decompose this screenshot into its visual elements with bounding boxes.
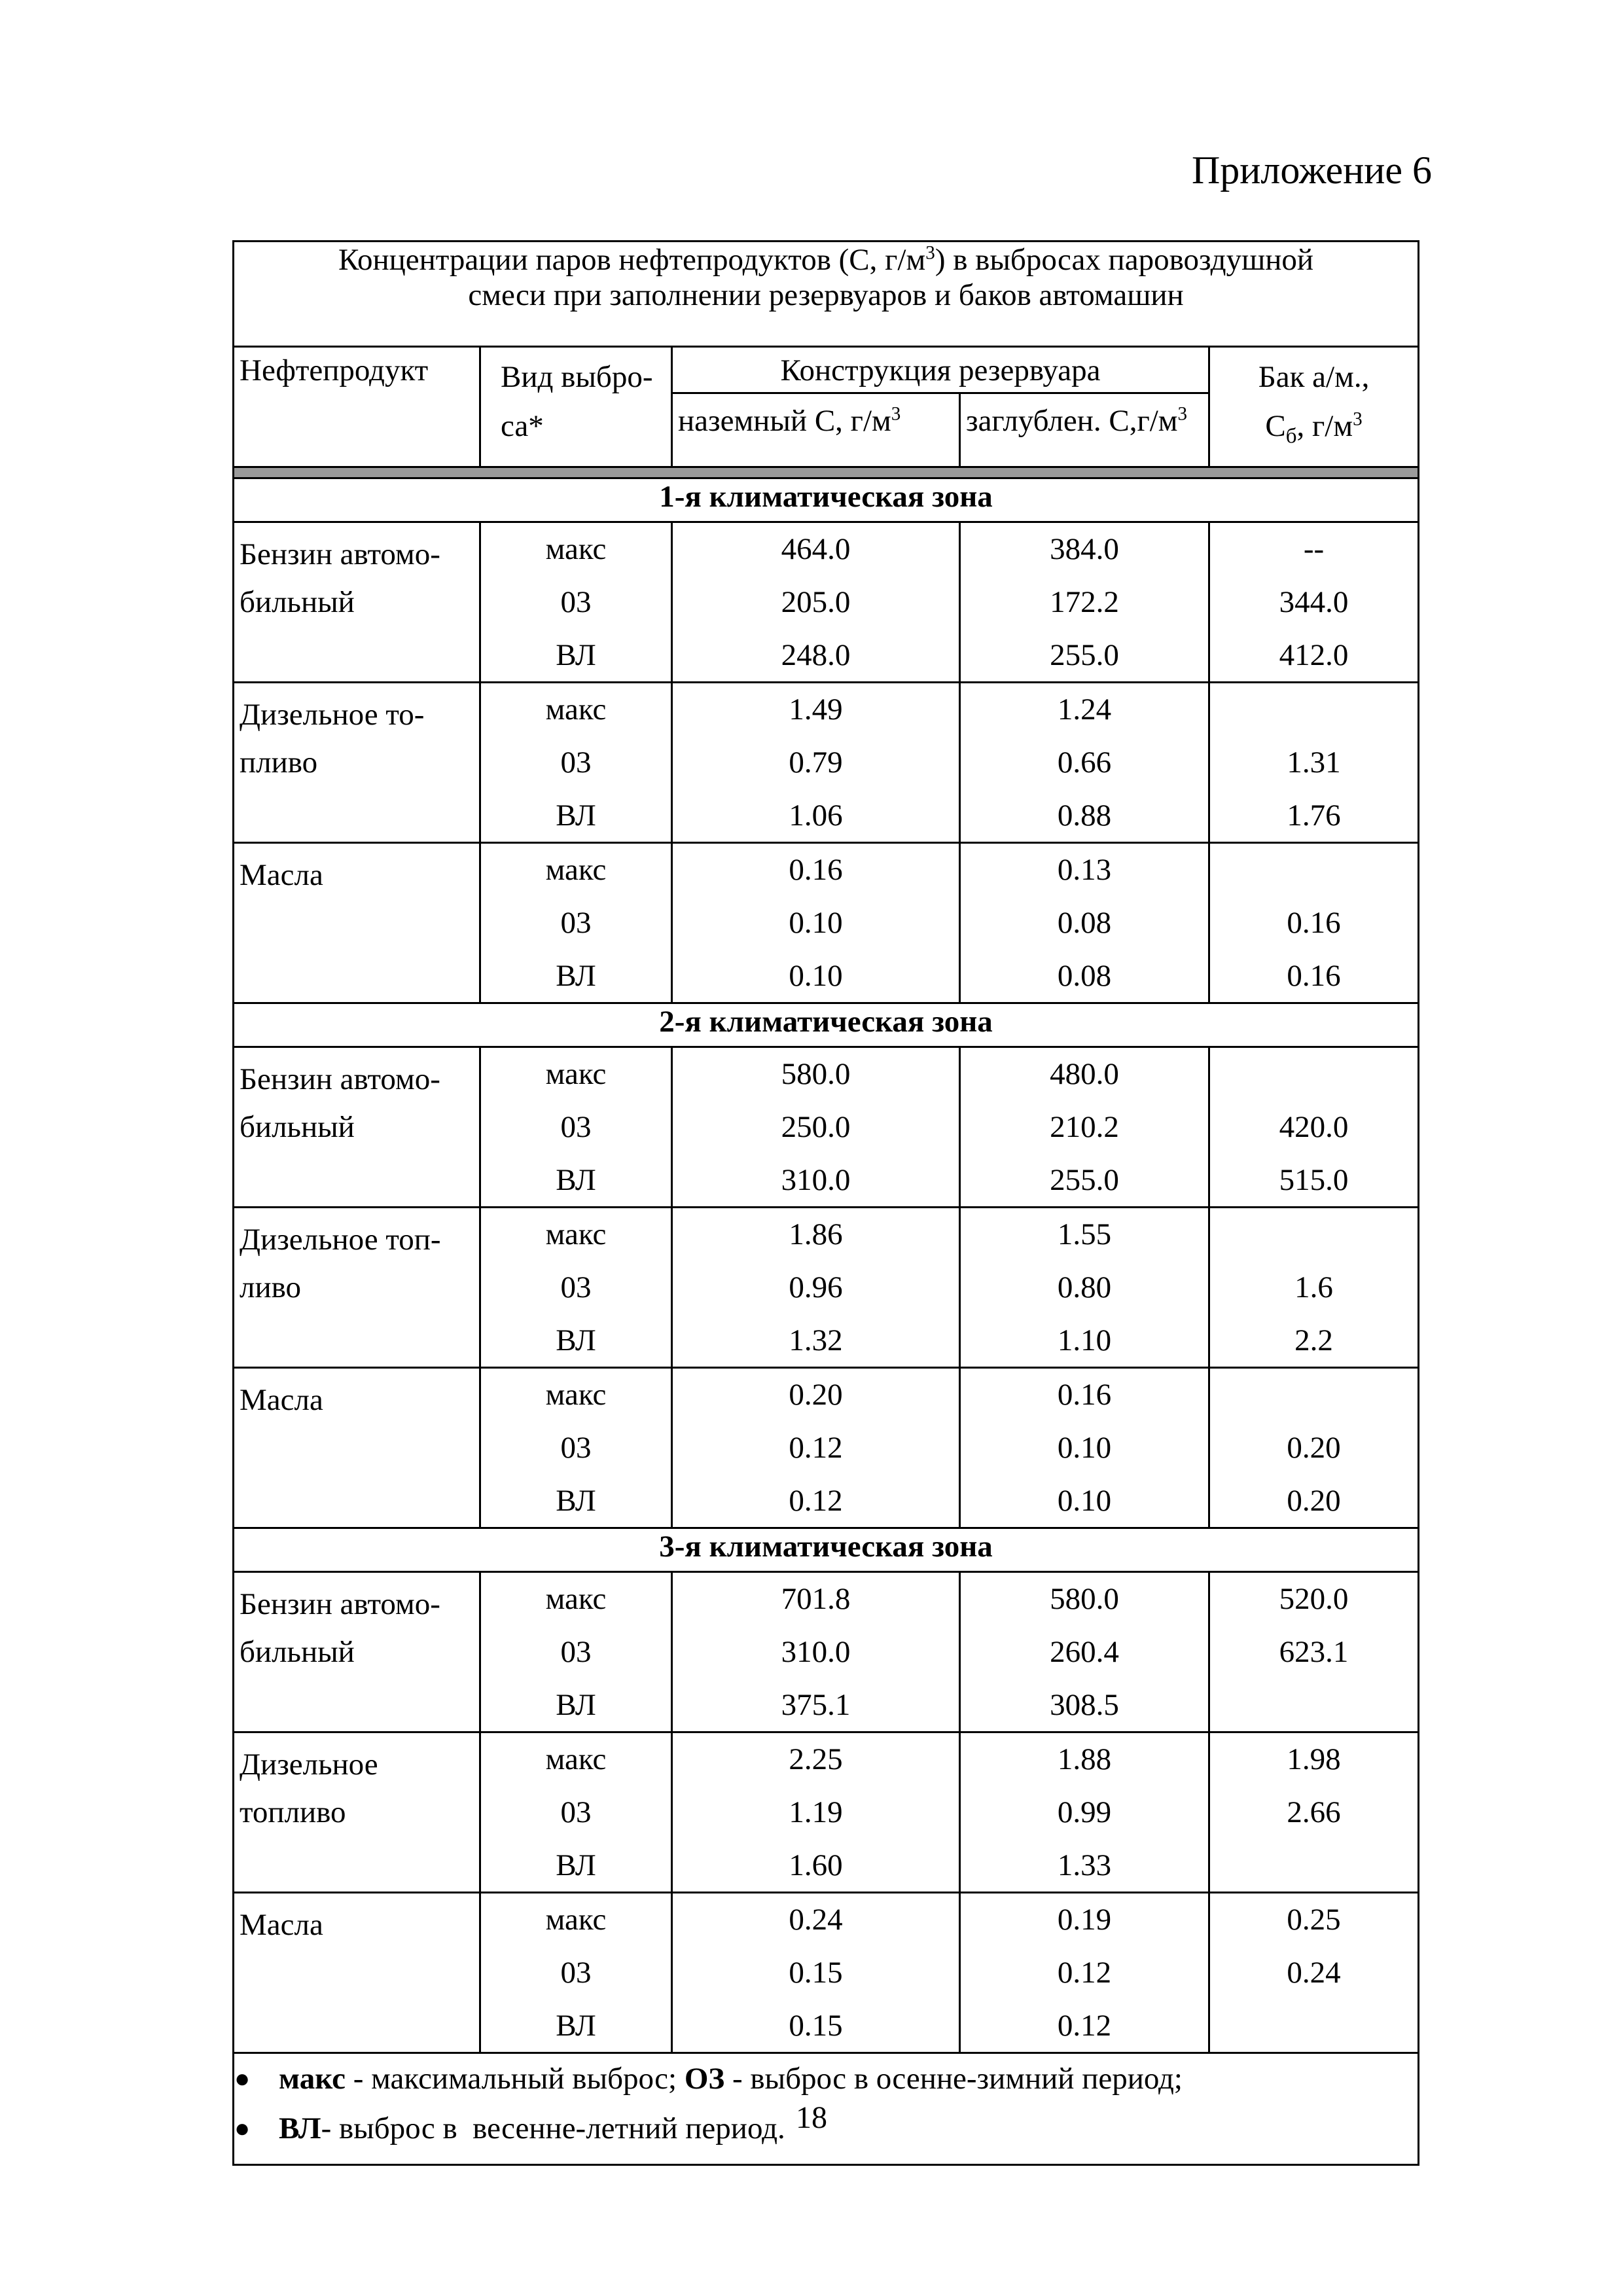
buried-value: 1.55 [1057, 1217, 1112, 1252]
table-row [234, 1208, 1419, 1368]
zone-title: 3-я климатическая зона [234, 1528, 1419, 1572]
buried-value: 0.99 [1057, 1795, 1112, 1829]
header-buried-sup: 3 [1177, 403, 1188, 425]
buried-value: 1.88 [1057, 1742, 1112, 1777]
ground-value: 464.0 [781, 532, 851, 567]
car-tank-sub: б [1285, 424, 1297, 448]
buried-value-cell [960, 522, 1209, 683]
product-name: Дизельное топ-ливо [234, 1208, 480, 1368]
appendix-label: Приложение 6 [1191, 149, 1432, 192]
buried-value: 1.10 [1057, 1323, 1112, 1357]
buried-value: 260.4 [1050, 1634, 1119, 1669]
table-row [234, 1047, 1419, 1208]
tank-value: 1.98 [1287, 1742, 1341, 1777]
ground-value: 0.16 [789, 853, 843, 888]
tank-value [1210, 844, 1418, 897]
tank-value: 420.0 [1279, 1109, 1349, 1144]
ground-value: 205.0 [781, 584, 851, 619]
buried-value: 255.0 [1050, 637, 1119, 672]
buried-value: 0.08 [1057, 958, 1112, 993]
tank-value-cell [1209, 843, 1419, 1003]
emission-type: 03 [560, 1270, 592, 1304]
header-separator [234, 467, 1419, 478]
emission-type-cell [480, 1208, 672, 1368]
buried-value-cell [960, 1893, 1209, 2053]
caption-line1-post: ) в выбросах паровоздушной [935, 243, 1314, 277]
buried-value: 308.5 [1050, 1687, 1119, 1722]
ground-value: 0.24 [789, 1903, 843, 1937]
buried-value: 580.0 [1050, 1582, 1119, 1617]
tank-value-cell [1209, 1208, 1419, 1368]
emission-type: 03 [560, 905, 592, 940]
note1-text2: - выброс в осенне-зимний период; [724, 2061, 1183, 2096]
note1-bold2: ОЗ [684, 2061, 725, 2096]
header-buried-label: заглублен. С,г/м [966, 404, 1178, 438]
buried-value: 0.08 [1057, 905, 1112, 940]
buried-value-cell [960, 1368, 1209, 1528]
emission-type: ВЛ [556, 2008, 596, 2043]
emission-type: макс [545, 1057, 607, 1092]
table-row [234, 1368, 1419, 1528]
tank-value-cell [1209, 1572, 1419, 1732]
ground-value-cell [672, 1572, 960, 1732]
emission-type: ВЛ [556, 1687, 596, 1722]
product-name: Бензин автомо-бильный [234, 522, 480, 683]
tank-value: 623.1 [1279, 1634, 1349, 1669]
emission-type-cell [480, 1732, 672, 1893]
page-number: 18 [796, 2100, 827, 2135]
car-tank-c: С [1265, 409, 1286, 444]
buried-value: 0.12 [1057, 2008, 1112, 2043]
tank-value: 520.0 [1279, 1582, 1349, 1617]
ground-value: 1.86 [789, 1217, 843, 1252]
tank-value [1210, 1678, 1418, 1731]
header-buried [960, 393, 1209, 467]
ground-value: 375.1 [781, 1687, 851, 1722]
ground-value: 0.96 [789, 1270, 843, 1304]
tank-value: 0.16 [1287, 905, 1341, 940]
emission-type: 03 [560, 1795, 592, 1829]
header-ground [672, 393, 960, 467]
caption-line1-pre: Концентрации паров нефтепродуктов (С, г/м [338, 243, 926, 277]
note2-text1: - выброс в весенне-летний период. [321, 2111, 785, 2145]
table-row [234, 522, 1419, 683]
tank-value [1210, 1369, 1418, 1422]
emission-type: 03 [560, 1955, 592, 1990]
tank-value-cell [1209, 522, 1419, 683]
emission-type: 03 [560, 1634, 592, 1669]
buried-value: 255.0 [1050, 1162, 1119, 1197]
emission-type: ВЛ [556, 637, 596, 672]
tank-value: 0.20 [1287, 1430, 1341, 1465]
bullet-icon: ● [234, 2064, 251, 2093]
ground-value: 1.49 [789, 692, 843, 727]
buried-value: 210.2 [1050, 1109, 1119, 1144]
product-name: Бензин автомо-бильный [234, 1047, 480, 1208]
ground-value-cell [672, 1732, 960, 1893]
header-car-tank [1209, 347, 1419, 467]
emissions-table [232, 240, 1419, 2166]
buried-value: 0.13 [1057, 853, 1112, 888]
emission-type: макс [545, 1582, 607, 1617]
tank-value: 0.20 [1287, 1483, 1341, 1518]
tank-value: 2.66 [1287, 1795, 1341, 1829]
buried-value: 1.33 [1057, 1848, 1112, 1882]
header-tank-construction: Конструкция резервуара [672, 347, 1209, 393]
ground-value-cell [672, 1047, 960, 1208]
emission-type: макс [545, 532, 607, 567]
ground-value: 310.0 [781, 1162, 851, 1197]
tank-value: 0.16 [1287, 958, 1341, 993]
caption-line2: смеси при заполнении резервуаров и баков автомашин [468, 278, 1184, 313]
emission-type-cell [480, 1572, 672, 1732]
tank-value [1210, 1048, 1418, 1101]
header-ground-sup: 3 [891, 403, 901, 425]
table-row [234, 1893, 1419, 2053]
buried-value-cell [960, 1208, 1209, 1368]
tank-value: 344.0 [1279, 584, 1349, 619]
buried-value: 0.12 [1057, 1955, 1112, 1990]
zone-title: 2-я климатическая зона [234, 1003, 1419, 1047]
emission-type: ВЛ [556, 1323, 596, 1357]
tank-value [1210, 1999, 1418, 2052]
emission-type: 03 [560, 584, 592, 619]
car-tank-line1: Бак а/м., [1258, 360, 1370, 394]
ground-value-cell [672, 1208, 960, 1368]
buried-value: 480.0 [1050, 1057, 1119, 1092]
emission-type: макс [545, 1378, 607, 1412]
header-product: Нефтепродукт [234, 347, 480, 467]
tank-value: 515.0 [1279, 1162, 1349, 1197]
ground-value-cell [672, 522, 960, 683]
ground-value: 1.19 [789, 1795, 843, 1829]
tank-value-cell [1209, 1732, 1419, 1893]
emission-type: ВЛ [556, 958, 596, 993]
buried-value: 0.19 [1057, 1903, 1112, 1937]
ground-value: 0.20 [789, 1378, 843, 1412]
buried-value-cell [960, 843, 1209, 1003]
buried-value: 0.10 [1057, 1430, 1112, 1465]
emission-type: макс [545, 1217, 607, 1252]
tank-value-cell [1209, 1893, 1419, 2053]
emission-type-cell [480, 1893, 672, 2053]
header-ground-label: наземный С, г/м [678, 404, 891, 438]
buried-value-cell [960, 1572, 1209, 1732]
ground-value: 0.15 [789, 1955, 843, 1990]
buried-value: 1.24 [1057, 692, 1112, 727]
product-name: Дизельное топливо [234, 1732, 480, 1893]
ground-value: 0.12 [789, 1483, 843, 1518]
ground-value-cell [672, 843, 960, 1003]
car-tank-sup: 3 [1353, 408, 1363, 430]
product-name: Бензин автомо-бильный [234, 1572, 480, 1732]
emission-type: ВЛ [556, 798, 596, 833]
buried-value-cell [960, 683, 1209, 843]
ground-value: 0.12 [789, 1430, 843, 1465]
table-caption [234, 242, 1419, 347]
emission-type: 03 [560, 745, 592, 780]
emission-type-cell [480, 1047, 672, 1208]
note1-text1: - максимальный выброс; [345, 2061, 685, 2096]
table-row [234, 1732, 1419, 1893]
product-name: Масла [234, 843, 480, 1003]
ground-value: 0.15 [789, 2008, 843, 2043]
ground-value: 0.10 [789, 958, 843, 993]
emission-type: макс [545, 1742, 607, 1777]
emission-type: ВЛ [556, 1483, 596, 1518]
zone-title: 1-я климатическая зона [234, 478, 1419, 522]
tank-value-cell [1209, 1368, 1419, 1528]
buried-value: 384.0 [1050, 532, 1119, 567]
tank-value-cell [1209, 1047, 1419, 1208]
tank-value [1210, 683, 1418, 736]
buried-value-cell [960, 1047, 1209, 1208]
emission-type: макс [545, 692, 607, 727]
tank-value: 0.24 [1287, 1955, 1341, 1990]
tank-value [1210, 1839, 1418, 1892]
ground-value-cell [672, 1893, 960, 2053]
table-row [234, 1572, 1419, 1732]
note1-bold1: макс [279, 2061, 346, 2096]
buried-value: 0.88 [1057, 798, 1112, 833]
ground-value: 310.0 [781, 1634, 851, 1669]
emission-type-cell [480, 843, 672, 1003]
emission-type-cell [480, 1368, 672, 1528]
header-emission-type: Вид выбро-са* [480, 347, 672, 467]
emission-type: макс [545, 853, 607, 888]
buried-value: 0.10 [1057, 1483, 1112, 1518]
bullet-icon: ● [234, 2113, 251, 2143]
product-name: Масла [234, 1368, 480, 1528]
emission-type: ВЛ [556, 1848, 596, 1882]
emission-type: ВЛ [556, 1162, 596, 1197]
emission-type: 03 [560, 1430, 592, 1465]
emission-type: макс [545, 1903, 607, 1937]
tank-value: -- [1303, 532, 1325, 567]
tank-value: 0.25 [1287, 1903, 1341, 1937]
buried-value-cell [960, 1732, 1209, 1893]
ground-value: 1.60 [789, 1848, 843, 1882]
tank-value: 412.0 [1279, 637, 1349, 672]
table-row [234, 843, 1419, 1003]
ground-value: 0.79 [789, 745, 843, 780]
tank-value: 1.31 [1287, 745, 1341, 780]
tank-value [1210, 1208, 1418, 1261]
tank-value: 2.2 [1294, 1323, 1333, 1357]
ground-value: 1.32 [789, 1323, 843, 1357]
ground-value: 248.0 [781, 637, 851, 672]
tank-value: 1.6 [1294, 1270, 1333, 1304]
buried-value: 172.2 [1050, 584, 1119, 619]
buried-value: 0.80 [1057, 1270, 1112, 1304]
ground-value: 580.0 [781, 1057, 851, 1092]
emission-type: 03 [560, 1109, 592, 1144]
buried-value: 0.16 [1057, 1378, 1112, 1412]
product-name: Масла [234, 1893, 480, 2053]
tank-value-cell [1209, 683, 1419, 843]
ground-value: 701.8 [781, 1582, 851, 1617]
ground-value: 250.0 [781, 1109, 851, 1144]
note2-bold1: ВЛ [279, 2111, 321, 2145]
ground-value: 2.25 [789, 1742, 843, 1777]
emission-type-cell [480, 683, 672, 843]
ground-value: 0.10 [789, 905, 843, 940]
caption-line1-sup: 3 [925, 242, 935, 264]
note-line-1 [234, 2054, 1418, 2104]
tank-value: 1.76 [1287, 798, 1341, 833]
table-row [234, 683, 1419, 843]
emission-type-cell [480, 522, 672, 683]
product-name: Дизельное то-пливо [234, 683, 480, 843]
ground-value: 1.06 [789, 798, 843, 833]
car-tank-unit: , г/м [1296, 409, 1353, 444]
ground-value-cell [672, 1368, 960, 1528]
ground-value-cell [672, 683, 960, 843]
buried-value: 0.66 [1057, 745, 1112, 780]
